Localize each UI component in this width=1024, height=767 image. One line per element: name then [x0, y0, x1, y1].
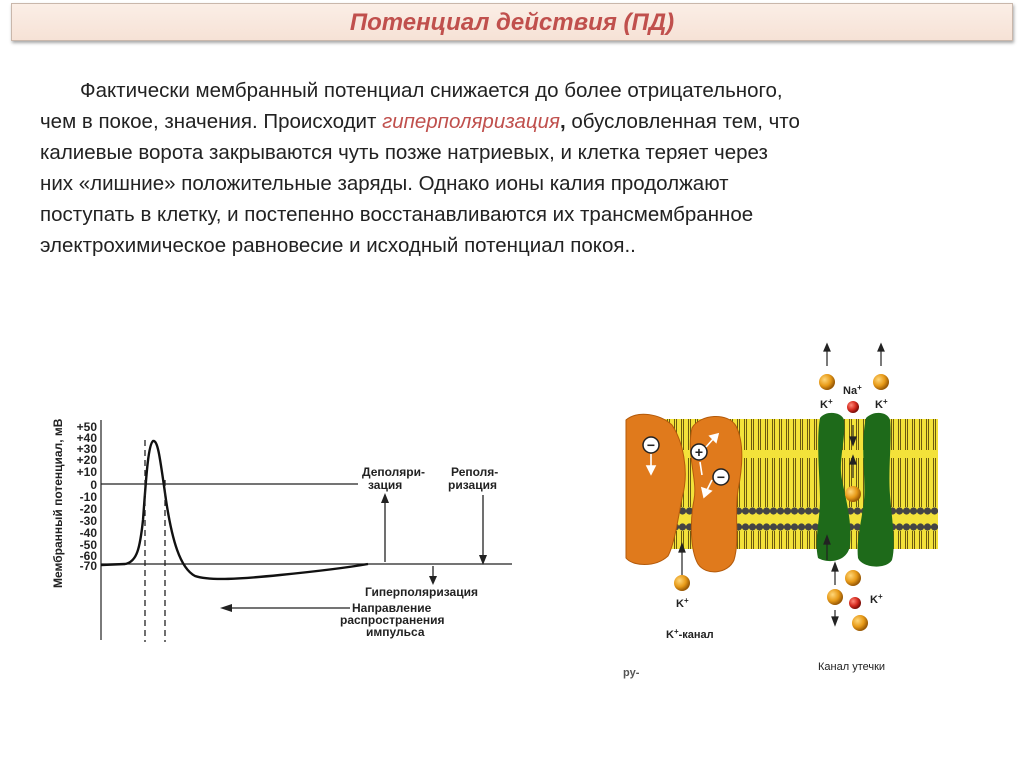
- tick-label: +30: [76, 442, 97, 456]
- k-ion: [873, 374, 889, 390]
- repolarization-arrow: [479, 495, 487, 565]
- body-paragraph: [40, 75, 1000, 261]
- leak-channel-label: Канал утечки: [818, 661, 886, 673]
- comma: ,: [560, 110, 566, 133]
- tick-label: -50: [79, 538, 97, 552]
- paragraph-line: калиевые ворота закрываются чуть позже натриевых, и клетка теряет через: [40, 141, 768, 164]
- action-potential-graph: [40, 370, 520, 660]
- na-ion: [847, 401, 859, 413]
- tick-label: +50: [76, 420, 97, 434]
- depolarization-arrow: [381, 493, 389, 562]
- paragraph-line: поступать в клетку, и постепенно восстанавливаются их трансмембранное: [40, 203, 754, 226]
- text-span: чем в покое, значения. Происходит: [40, 110, 383, 133]
- k-ion: [845, 570, 861, 586]
- direction-label: Направление: [352, 601, 432, 615]
- k-ion: [674, 575, 690, 591]
- paragraph-line: Фактически мембранный потенциал снижается до более отрицательного,: [80, 79, 783, 102]
- k-label: K+: [820, 397, 833, 411]
- k-ion: [852, 615, 868, 631]
- ap-curve: [101, 441, 368, 579]
- k-ion: [827, 589, 843, 605]
- depolarization-label: зация: [368, 478, 403, 492]
- k-ion: [845, 486, 861, 502]
- y-ticks: [77, 420, 98, 573]
- tick-label: +40: [76, 431, 97, 445]
- paragraph-line: [40, 106, 1000, 137]
- caption-fragment: ру-: [623, 667, 640, 679]
- tick-label: -30: [79, 514, 97, 528]
- plus-sign: +: [694, 444, 704, 460]
- minus-gate: [713, 469, 729, 485]
- highlight-term: гиперполяризация: [382, 110, 560, 133]
- minus-sign: −: [716, 469, 726, 485]
- k-ion: [819, 374, 835, 390]
- text-span: обусловленная тем, что: [565, 110, 800, 133]
- minus-sign: −: [646, 437, 656, 453]
- k-label: K+: [875, 397, 888, 411]
- direction-arrow: [220, 604, 350, 612]
- tick-label: 0: [90, 478, 97, 492]
- tick-label: -20: [79, 502, 97, 516]
- direction-label: распространения: [340, 613, 445, 627]
- membrane-diagram: [590, 330, 970, 690]
- paragraph-line: них «лишние» положительные заряды. Однако ионы калия продолжают: [40, 172, 729, 195]
- na-label: Na+: [843, 383, 862, 397]
- paragraph-line: электрохимическое равновесие и исходный потенциал покоя..: [40, 234, 636, 257]
- tick-label: -10: [79, 490, 97, 504]
- k-label: K+: [870, 592, 883, 606]
- tick-label: -40: [79, 526, 97, 540]
- repolarization-label: Реполя-: [451, 465, 499, 479]
- minus-gate: [643, 437, 659, 453]
- plus-gate: [691, 444, 707, 460]
- tick-label: -70: [79, 559, 97, 573]
- k-channel-label: K+-канал: [666, 627, 714, 641]
- slide-title: Потенциал действия (ПД): [349, 9, 675, 36]
- k-label: K+: [676, 596, 689, 610]
- repolarization-label: ризация: [448, 478, 497, 492]
- tick-label: +20: [76, 453, 97, 467]
- title-bar: [11, 3, 1013, 41]
- tick-label: -60: [79, 549, 97, 563]
- tick-label: +10: [76, 465, 97, 479]
- y-axis-label: Мембранный потенциал, мВ: [51, 418, 65, 588]
- hyperpolarization-arrow: [429, 566, 437, 585]
- depolarization-label: Деполяри-: [362, 465, 425, 479]
- direction-label: импульса: [366, 625, 425, 639]
- na-ion: [849, 597, 861, 609]
- hyperpolarization-label: Гиперполяризация: [365, 585, 478, 599]
